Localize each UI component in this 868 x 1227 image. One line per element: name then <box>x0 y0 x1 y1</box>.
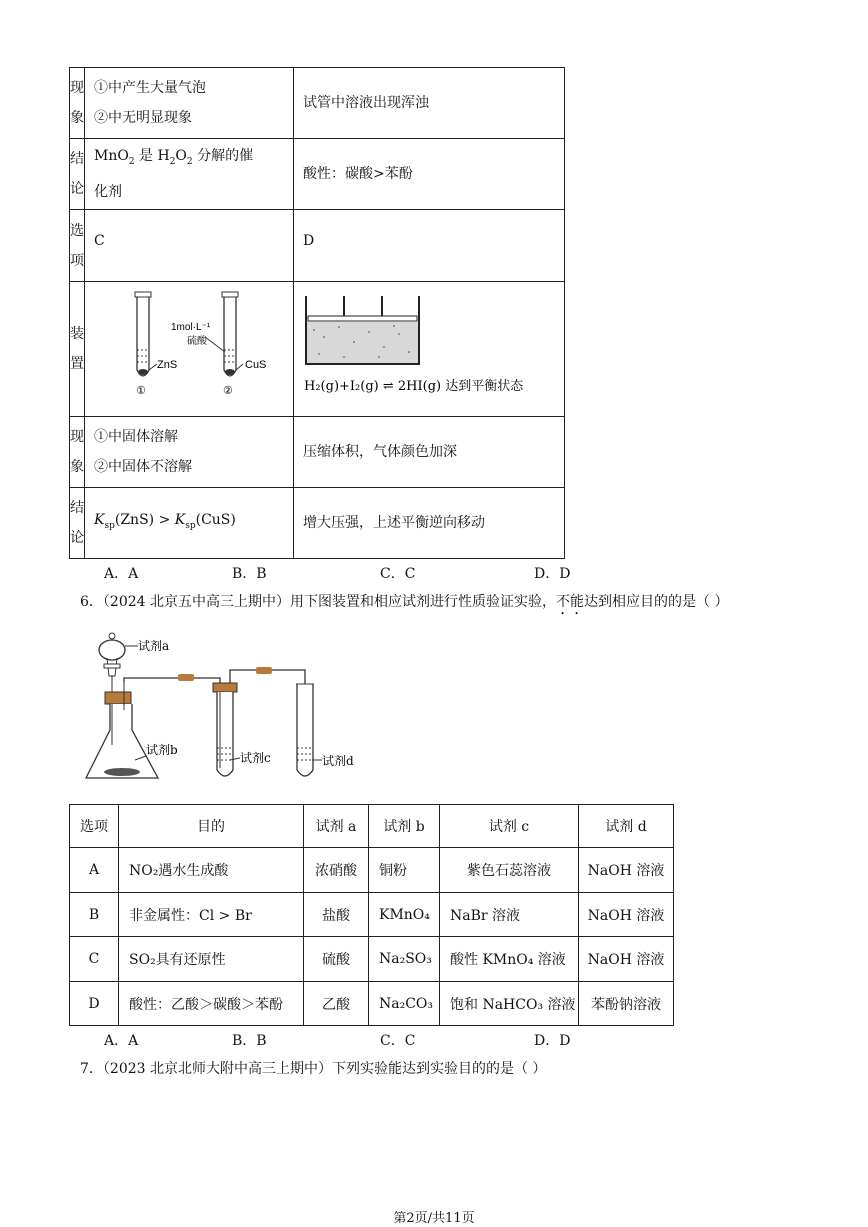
row-label <box>70 282 85 417</box>
gas-apparatus-figure <box>80 620 380 790</box>
col-header: 选项 <box>70 805 119 848</box>
reagent-a-label: 试剂a <box>138 639 170 653</box>
row-label <box>70 139 85 210</box>
row-label <box>70 68 85 139</box>
tube-1-number: ① <box>136 384 146 397</box>
row-label-text: 现 象 <box>70 80 84 126</box>
tube-2-number: ② <box>223 384 233 397</box>
option-b[interactable]: B．B <box>232 1033 267 1049</box>
reagent-c-label: 试剂c <box>240 751 271 765</box>
page-footer: 第2页/共11页 <box>393 1211 475 1226</box>
reagent-d-label: 试剂d <box>322 754 354 768</box>
reagent-b-label: 试剂b <box>146 743 178 757</box>
experiment-table-1 <box>69 67 565 559</box>
option-c[interactable]: C．C <box>380 566 416 582</box>
cus-label: CuS <box>245 359 267 371</box>
option-a[interactable]: A．A <box>104 566 139 582</box>
cell-c-phenomenon: ①中产生大量气泡 ②中无明显现象 <box>85 68 294 139</box>
option-c-header: C <box>85 210 294 282</box>
cell-c-conclusion-2: $K_{sp}(ZnS) > K_{sp}(CuS)$ <box>85 488 294 559</box>
option-b[interactable]: B．B <box>232 566 267 582</box>
row-label-text: 现 象 <box>70 429 84 475</box>
cell-d-phenomenon-2: 压缩体积，气体颜色加深 <box>294 417 565 488</box>
acid-label-2: 硫酸 <box>187 336 207 347</box>
table-row: B 非金属性：Cl > Br 盐酸 KMnO₄ NaBr 溶液 NaOH 溶液 <box>70 893 674 937</box>
equilibrium-caption: H₂(g)+I₂(g) ⇌ 2HI(g) 达到平衡状态 <box>304 379 524 394</box>
cell-d-conclusion: 酸性：碳酸>苯酚 <box>294 139 565 210</box>
row-label <box>70 488 85 559</box>
table-row: A NO₂遇水生成酸 浓硝酸 铜粉 紫色石蕊溶液 NaOH 溶液 <box>70 848 674 893</box>
col-header: 目的 <box>119 805 304 848</box>
acid-label-1: 1mol·L⁻¹ <box>171 322 211 333</box>
cell-c-phenomenon-2: ①中固体溶解 ②中固体不溶解 <box>85 417 294 488</box>
question-6: 6．（2024 北京五中高三上期中）用下图装置和相应试剂进行性质验证实验，不能达到相应目的的是（ ） <box>80 594 729 610</box>
cell-d-phenomenon: 试管中溶液出现浑浊 <box>294 68 565 139</box>
apparatus-d-figure <box>294 282 565 417</box>
option-d-header: D <box>294 210 565 282</box>
cell-d-conclusion-2: 增大压强，上述平衡逆向移动 <box>294 488 565 559</box>
zns-label: ZnS <box>157 359 178 371</box>
row-label-text: 选 项 <box>70 222 84 269</box>
piston-cylinder-figure <box>294 282 564 412</box>
col-header: 试剂 c <box>440 805 579 848</box>
table-header-row <box>70 805 674 848</box>
test-tubes-figure <box>85 282 293 412</box>
col-header: 试剂 b <box>369 805 440 848</box>
row-label-text: 装 置 <box>70 326 84 372</box>
col-header: 试剂 d <box>579 805 674 848</box>
row-label-text: 结 论 <box>70 151 84 197</box>
row-label-text: 结 论 <box>70 500 84 546</box>
option-d[interactable]: D．D <box>534 566 571 582</box>
row-label <box>70 210 85 282</box>
table-row: D 酸性：乙酸＞碳酸＞苯酚 乙酸 Na₂CO₃ 饱和 NaHCO₃ 溶液 苯酚钠溶液 <box>70 982 674 1026</box>
reagent-table <box>69 804 674 1026</box>
row-label <box>70 417 85 488</box>
col-header: 试剂 a <box>304 805 369 848</box>
option-d[interactable]: D．D <box>534 1033 571 1049</box>
option-a[interactable]: A．A <box>104 1033 139 1049</box>
option-c[interactable]: C．C <box>380 1033 416 1049</box>
apparatus-c-figure <box>85 282 294 417</box>
question-7: 7．（2023 北京北师大附中高三上期中）下列实验能达到实验目的的是（ ） <box>80 1061 547 1077</box>
table-row: C SO₂具有还原性 硫酸 Na₂SO₃ 酸性 KMnO₄ 溶液 NaOH 溶液 <box>70 937 674 982</box>
cell-c-conclusion: MnO$_2$ 是 $H_2O_2$ 分解的催 化剂 <box>85 139 294 210</box>
